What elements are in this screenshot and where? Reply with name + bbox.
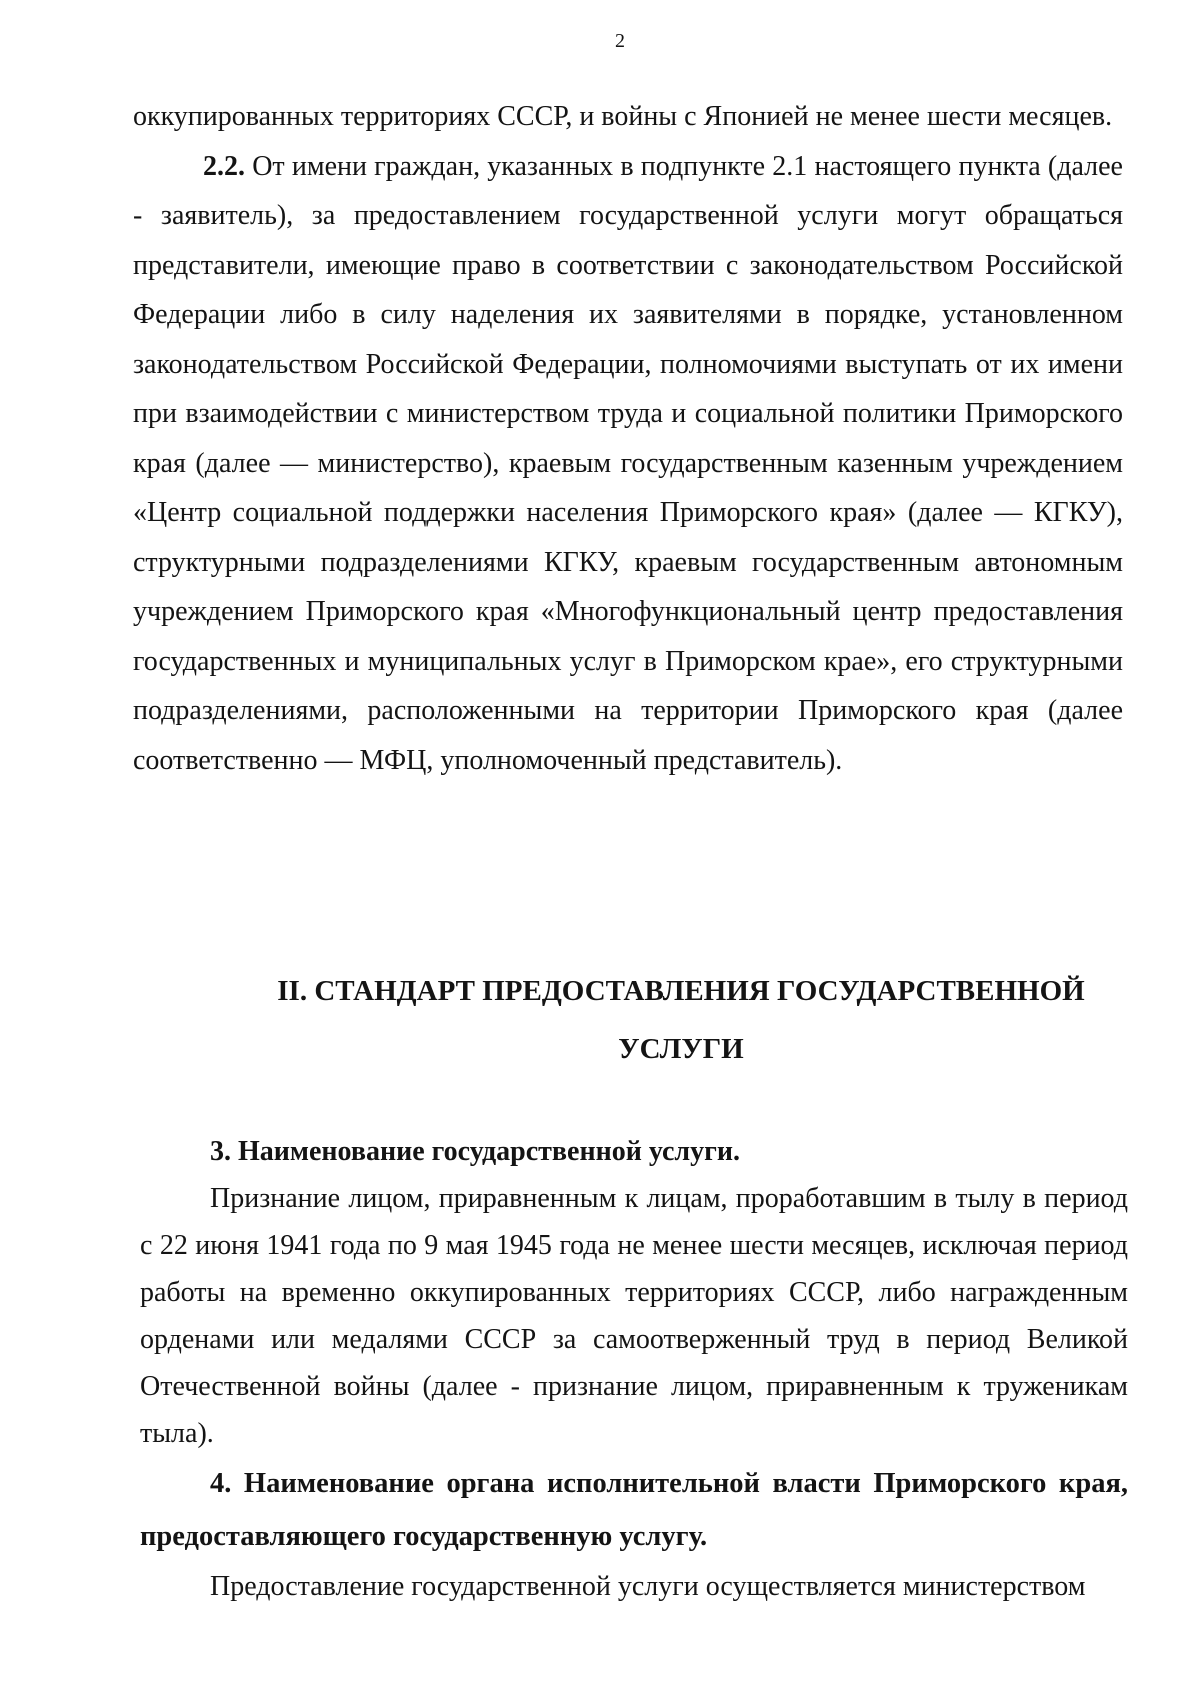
item-4-text: Предоставление государственной услуги осуществляется министерством [210, 1571, 1086, 1602]
paragraph-2-2 [133, 142, 1123, 786]
item-4-heading: 4. Наименование органа исполнительной власти Приморского края, предоставляющего государственную услугу. [140, 1468, 1128, 1552]
section-heading [133, 962, 1200, 1078]
paragraph-block-2 [140, 1128, 1128, 1610]
section-heading-line-1: II. СТАНДАРТ ПРЕДОСТАВЛЕНИЯ ГОСУДАРСТВЕННОЙ [277, 975, 1085, 1007]
paragraph-2-2-text: От имени граждан, указанных в подпункте 2.1 настоящего пункта (далее - заявитель), за предоставлением государственной услуги могут обращаться представители, имеющие право в соответствии с законодательством Российской Федерации либо в силу наделения их заявителями в порядке, установленном законодательством Российской Федерации, полномочиями выступать от их имени при взаимодействии с министерством труда и социальной политики Приморского края (далее — министерство), краевым государственным казенным учреждением «Центр социальной поддержки населения Приморского края» (далее — КГКУ), структурными подразделениями КГКУ, краевым государственным автономным учреждением Приморского края «Многофункциональный центр предоставления государственных и муниципальных услуг в Приморском крае», его структурными подразделениями, расположенными на территории Приморского края (далее соответственно — МФЦ, уполномоченный представитель). [133, 150, 1123, 776]
section-heading-line-2: УСЛУГИ [618, 1033, 744, 1065]
item-3-heading: 3. Наименование государственной услуги. [210, 1136, 740, 1167]
paragraph-2-2-number: 2.2. [203, 150, 245, 182]
continuation-paragraph: оккупированных территориях СССР, и войны с Японией не менее шести месяцев. [133, 101, 1113, 132]
item-3-text: Признание лицом, приравненным к лицам, проработавшим в тылу в период с 22 июня 1941 года по 9 мая 1945 года не менее шести месяцев, исключая период работы на временно оккупированных территориях СССР, либо награжденным орденами или медалями СССР за самоотверженный труд в период Великой Отечественной войны (далее - признание лицом, приравненным к труженикам тыла). [140, 1183, 1128, 1449]
page-number: 2 [615, 30, 625, 52]
paragraph-block-1 [133, 92, 1123, 785]
